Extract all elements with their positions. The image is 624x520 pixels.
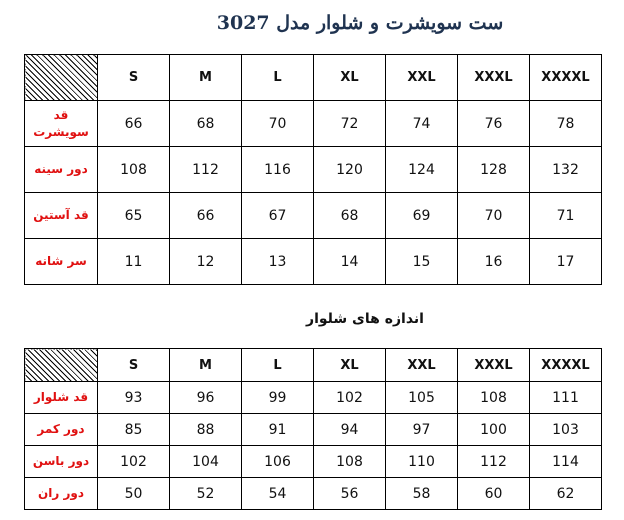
table-cell: 102 [98,446,170,478]
table-cell: 106 [242,446,314,478]
size-header: S [98,55,170,101]
table-cell: 114 [530,446,602,478]
table-cell: 103 [530,414,602,446]
table-cell: 58 [386,478,458,510]
table-cell: 74 [386,101,458,147]
table-cell: 67 [242,193,314,239]
table-cell: 108 [314,446,386,478]
table-cell: 70 [458,193,530,239]
row-label: قد سویشرت [25,101,98,147]
table-row [25,101,602,147]
table-cell: 66 [170,193,242,239]
size-header: S [98,349,170,382]
size-header: XXXXL [530,349,602,382]
pants-size-table [24,348,602,510]
hatched-corner-cell [25,349,98,382]
table-cell: 100 [458,414,530,446]
table-cell: 70 [242,101,314,147]
table-cell: 68 [170,101,242,147]
table-cell: 99 [242,382,314,414]
table-cell: 14 [314,239,386,285]
table-cell: 72 [314,101,386,147]
table-cell: 111 [530,382,602,414]
page-title: ست سویشرت و شلوار مدل 3027 [216,12,504,34]
table-cell: 108 [458,382,530,414]
table-cell: 132 [530,147,602,193]
table-cell: 62 [530,478,602,510]
table-cell: 65 [98,193,170,239]
size-header: XXXL [458,55,530,101]
size-header: XL [314,55,386,101]
table-header-row [25,349,602,382]
size-header: XXXL [458,349,530,382]
table-row [25,382,602,414]
table-row [25,414,602,446]
table-cell: 11 [98,239,170,285]
table-row [25,478,602,510]
table-cell: 50 [98,478,170,510]
hatched-corner-cell [25,55,98,101]
table-row [25,147,602,193]
table-cell: 104 [170,446,242,478]
table-cell: 13 [242,239,314,285]
row-label: سر شانه [25,239,98,285]
table-cell: 116 [242,147,314,193]
table-cell: 102 [314,382,386,414]
row-label: قد شلوار [25,382,98,414]
table-cell: 91 [242,414,314,446]
table-row [25,239,602,285]
table-cell: 60 [458,478,530,510]
table-cell: 128 [458,147,530,193]
table-cell: 96 [170,382,242,414]
table-cell: 110 [386,446,458,478]
table-cell: 85 [98,414,170,446]
row-label: دور کمر [25,414,98,446]
table-cell: 112 [170,147,242,193]
size-header: XXL [386,55,458,101]
table-cell: 17 [530,239,602,285]
size-header: XL [314,349,386,382]
pants-sizes-heading: اندازه های شلوار [306,311,424,327]
table-cell: 105 [386,382,458,414]
table-cell: 108 [98,147,170,193]
table-cell: 124 [386,147,458,193]
row-label: دور سینه [25,147,98,193]
sweatshirt-size-table [24,54,602,285]
row-label: دور ران [25,478,98,510]
row-label: دور باسن [25,446,98,478]
size-header: L [242,349,314,382]
table-cell: 68 [314,193,386,239]
table-cell: 56 [314,478,386,510]
table-cell: 94 [314,414,386,446]
table-cell: 66 [98,101,170,147]
size-header: M [170,349,242,382]
table-cell: 120 [314,147,386,193]
table-cell: 12 [170,239,242,285]
table-header-row [25,55,602,101]
size-header: XXL [386,349,458,382]
table-cell: 88 [170,414,242,446]
table-cell: 71 [530,193,602,239]
table-cell: 76 [458,101,530,147]
table-cell: 16 [458,239,530,285]
size-header: L [242,55,314,101]
table-row [25,446,602,478]
size-header: M [170,55,242,101]
row-label: قد آستین [25,193,98,239]
table-cell: 54 [242,478,314,510]
table-cell: 93 [98,382,170,414]
size-header: XXXXL [530,55,602,101]
table-cell: 97 [386,414,458,446]
table-cell: 69 [386,193,458,239]
table-row [25,193,602,239]
table-cell: 78 [530,101,602,147]
table-cell: 15 [386,239,458,285]
table-cell: 52 [170,478,242,510]
table-cell: 112 [458,446,530,478]
